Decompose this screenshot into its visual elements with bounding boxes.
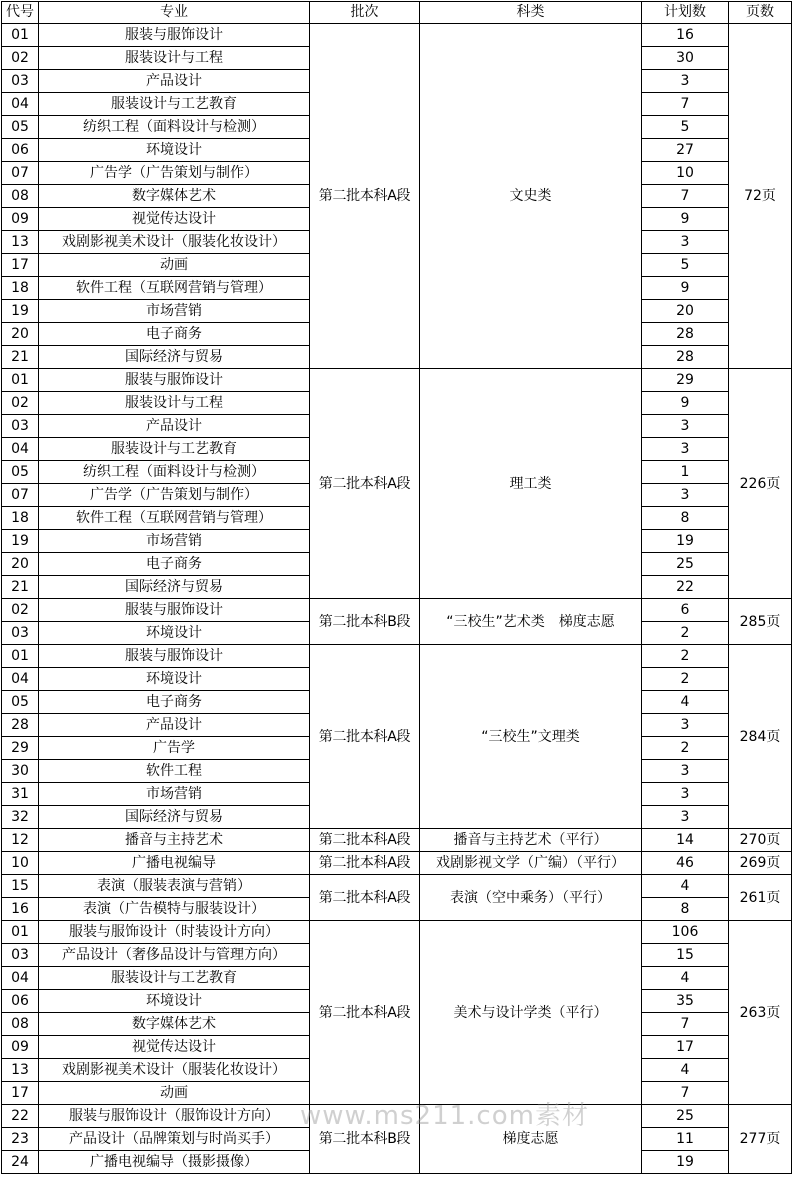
header-plan-count: 计划数 — [642, 2, 729, 24]
plan-count: 3 — [642, 70, 729, 93]
batch-cell: 第二批本科A段 — [310, 369, 420, 599]
table-row — [2, 24, 792, 47]
major-code: 02 — [2, 47, 39, 70]
major-name: 服装与服饰设计（时装设计方向） — [39, 921, 310, 944]
table-row — [2, 829, 792, 852]
batch-cell: 第二批本科A段 — [310, 829, 420, 852]
major-name: 表演（服装表演与营销） — [39, 875, 310, 898]
major-name: 产品设计（品牌策划与时尚买手） — [39, 1128, 310, 1151]
plan-count: 1 — [642, 461, 729, 484]
plan-count: 4 — [642, 1059, 729, 1082]
plan-count: 2 — [642, 737, 729, 760]
plan-count: 35 — [642, 990, 729, 1013]
plan-count: 3 — [642, 806, 729, 829]
major-name: 动画 — [39, 1082, 310, 1105]
table-row — [2, 921, 792, 944]
page-cell: 263页 — [729, 921, 792, 1105]
major-name: 电子商务 — [39, 323, 310, 346]
table-row — [2, 369, 792, 392]
plan-count: 5 — [642, 116, 729, 139]
major-code: 07 — [2, 162, 39, 185]
major-name: 产品设计（奢侈品设计与管理方向） — [39, 944, 310, 967]
major-name: 广播电视编导（摄影摄像） — [39, 1151, 310, 1174]
major-name: 环境设计 — [39, 139, 310, 162]
plan-count: 10 — [642, 162, 729, 185]
header-batch: 批次 — [310, 2, 420, 24]
category-cell: “三校生”文理类 — [420, 645, 642, 829]
category-cell: 戏剧影视文学（广编）（平行） — [420, 852, 642, 875]
plan-count: 4 — [642, 691, 729, 714]
enrollment-plan-table — [1, 1, 792, 1174]
page-cell: 261页 — [729, 875, 792, 921]
major-name: 环境设计 — [39, 668, 310, 691]
major-code: 28 — [2, 714, 39, 737]
major-name: 广播电视编导 — [39, 852, 310, 875]
major-code: 17 — [2, 1082, 39, 1105]
table-row — [2, 852, 792, 875]
plan-count: 3 — [642, 484, 729, 507]
major-code: 17 — [2, 254, 39, 277]
plan-count: 2 — [642, 668, 729, 691]
plan-count: 19 — [642, 530, 729, 553]
major-code: 03 — [2, 622, 39, 645]
major-name: 服装与服饰设计 — [39, 369, 310, 392]
major-name: 产品设计 — [39, 415, 310, 438]
major-code: 23 — [2, 1128, 39, 1151]
table-row — [2, 599, 792, 622]
major-name: 广告学（广告策划与制作） — [39, 162, 310, 185]
batch-cell: 第二批本科B段 — [310, 599, 420, 645]
major-name: 软件工程（互联网营销与管理） — [39, 277, 310, 300]
plan-count: 16 — [642, 24, 729, 47]
plan-count: 4 — [642, 967, 729, 990]
major-code: 04 — [2, 438, 39, 461]
header-page: 页数 — [729, 2, 792, 24]
plan-count: 22 — [642, 576, 729, 599]
plan-count: 30 — [642, 47, 729, 70]
major-code: 06 — [2, 139, 39, 162]
plan-count: 2 — [642, 622, 729, 645]
major-name: 产品设计 — [39, 70, 310, 93]
plan-count: 7 — [642, 93, 729, 116]
major-code: 03 — [2, 944, 39, 967]
major-name: 服装设计与工艺教育 — [39, 967, 310, 990]
major-code: 06 — [2, 990, 39, 1013]
major-name: 产品设计 — [39, 714, 310, 737]
major-code: 21 — [2, 576, 39, 599]
plan-count: 3 — [642, 438, 729, 461]
major-name: 戏剧影视美术设计（服装化妆设计） — [39, 231, 310, 254]
major-code: 29 — [2, 737, 39, 760]
major-name: 服装与服饰设计 — [39, 599, 310, 622]
major-code: 12 — [2, 829, 39, 852]
page-cell: 277页 — [729, 1105, 792, 1174]
major-code: 10 — [2, 852, 39, 875]
major-code: 01 — [2, 369, 39, 392]
page-cell: 226页 — [729, 369, 792, 599]
table-row — [2, 875, 792, 898]
major-name: 市场营销 — [39, 530, 310, 553]
plan-count: 8 — [642, 898, 729, 921]
major-name: 环境设计 — [39, 990, 310, 1013]
major-name: 视觉传达设计 — [39, 1036, 310, 1059]
header-row — [2, 2, 792, 24]
major-name: 电子商务 — [39, 691, 310, 714]
category-cell: 理工类 — [420, 369, 642, 599]
major-code: 03 — [2, 70, 39, 93]
major-name: 服装与服饰设计（服饰设计方向） — [39, 1105, 310, 1128]
plan-count: 11 — [642, 1128, 729, 1151]
major-name: 软件工程（互联网营销与管理） — [39, 507, 310, 530]
major-code: 19 — [2, 300, 39, 323]
plan-count: 25 — [642, 553, 729, 576]
major-name: 数字媒体艺术 — [39, 185, 310, 208]
major-code: 18 — [2, 277, 39, 300]
header-major: 专业 — [39, 2, 310, 24]
plan-count: 28 — [642, 323, 729, 346]
plan-count: 27 — [642, 139, 729, 162]
major-code: 02 — [2, 392, 39, 415]
major-code: 08 — [2, 1013, 39, 1036]
major-code: 09 — [2, 1036, 39, 1059]
plan-count: 46 — [642, 852, 729, 875]
plan-count: 106 — [642, 921, 729, 944]
page-cell: 284页 — [729, 645, 792, 829]
table-row — [2, 1105, 792, 1128]
page-cell: 270页 — [729, 829, 792, 852]
major-name: 戏剧影视美术设计（服装化妆设计） — [39, 1059, 310, 1082]
plan-count: 3 — [642, 231, 729, 254]
major-code: 16 — [2, 898, 39, 921]
major-code: 24 — [2, 1151, 39, 1174]
plan-count: 5 — [642, 254, 729, 277]
major-name: 服装与服饰设计 — [39, 645, 310, 668]
plan-count: 17 — [642, 1036, 729, 1059]
major-name: 服装设计与工程 — [39, 392, 310, 415]
major-code: 13 — [2, 231, 39, 254]
plan-count: 6 — [642, 599, 729, 622]
major-name: 服装设计与工艺教育 — [39, 438, 310, 461]
major-code: 30 — [2, 760, 39, 783]
major-code: 20 — [2, 323, 39, 346]
major-name: 动画 — [39, 254, 310, 277]
major-name: 表演（广告模特与服装设计） — [39, 898, 310, 921]
major-code: 09 — [2, 208, 39, 231]
plan-count: 25 — [642, 1105, 729, 1128]
plan-count: 3 — [642, 415, 729, 438]
major-name: 市场营销 — [39, 783, 310, 806]
batch-cell: 第二批本科A段 — [310, 875, 420, 921]
category-cell: 文史类 — [420, 24, 642, 369]
plan-count: 19 — [642, 1151, 729, 1174]
major-code: 04 — [2, 967, 39, 990]
plan-count: 14 — [642, 829, 729, 852]
major-name: 国际经济与贸易 — [39, 806, 310, 829]
major-code: 05 — [2, 461, 39, 484]
major-name: 广告学 — [39, 737, 310, 760]
major-code: 04 — [2, 668, 39, 691]
plan-count: 29 — [642, 369, 729, 392]
major-code: 01 — [2, 24, 39, 47]
major-code: 15 — [2, 875, 39, 898]
batch-cell: 第二批本科A段 — [310, 921, 420, 1105]
page-cell: 72页 — [729, 24, 792, 369]
major-code: 13 — [2, 1059, 39, 1082]
major-code: 18 — [2, 507, 39, 530]
major-code: 04 — [2, 93, 39, 116]
category-cell: 表演（空中乘务）（平行） — [420, 875, 642, 921]
plan-count: 9 — [642, 392, 729, 415]
major-code: 19 — [2, 530, 39, 553]
major-code: 22 — [2, 1105, 39, 1128]
major-name: 国际经济与贸易 — [39, 346, 310, 369]
major-code: 05 — [2, 691, 39, 714]
major-code: 07 — [2, 484, 39, 507]
major-name: 软件工程 — [39, 760, 310, 783]
plan-count: 9 — [642, 277, 729, 300]
header-code: 代号 — [2, 2, 39, 24]
batch-cell: 第二批本科A段 — [310, 852, 420, 875]
table-body — [2, 24, 792, 1174]
major-name: 播音与主持艺术 — [39, 829, 310, 852]
major-name: 国际经济与贸易 — [39, 576, 310, 599]
plan-count: 28 — [642, 346, 729, 369]
major-name: 纺织工程（面料设计与检测） — [39, 461, 310, 484]
major-code: 01 — [2, 921, 39, 944]
batch-cell: 第二批本科A段 — [310, 24, 420, 369]
major-code: 21 — [2, 346, 39, 369]
category-cell: 美术与设计学类（平行） — [420, 921, 642, 1105]
major-code: 01 — [2, 645, 39, 668]
major-name: 广告学（广告策划与制作） — [39, 484, 310, 507]
page-cell: 269页 — [729, 852, 792, 875]
category-cell: “三校生”艺术类 梯度志愿 — [420, 599, 642, 645]
major-code: 03 — [2, 415, 39, 438]
plan-count: 7 — [642, 1082, 729, 1105]
major-name: 纺织工程（面料设计与检测） — [39, 116, 310, 139]
plan-count: 3 — [642, 760, 729, 783]
plan-count: 3 — [642, 783, 729, 806]
major-name: 视觉传达设计 — [39, 208, 310, 231]
page-cell: 285页 — [729, 599, 792, 645]
plan-count: 7 — [642, 1013, 729, 1036]
header-category: 科类 — [420, 2, 642, 24]
plan-count: 7 — [642, 185, 729, 208]
major-name: 市场营销 — [39, 300, 310, 323]
major-code: 02 — [2, 599, 39, 622]
plan-count: 20 — [642, 300, 729, 323]
major-name: 电子商务 — [39, 553, 310, 576]
major-name: 数字媒体艺术 — [39, 1013, 310, 1036]
plan-count: 9 — [642, 208, 729, 231]
major-name: 服装与服饰设计 — [39, 24, 310, 47]
major-name: 服装设计与工艺教育 — [39, 93, 310, 116]
batch-cell: 第二批本科A段 — [310, 645, 420, 829]
major-code: 08 — [2, 185, 39, 208]
plan-count: 8 — [642, 507, 729, 530]
plan-count: 15 — [642, 944, 729, 967]
plan-count: 3 — [642, 714, 729, 737]
major-name: 环境设计 — [39, 622, 310, 645]
plan-count: 2 — [642, 645, 729, 668]
major-code: 32 — [2, 806, 39, 829]
watermark: www.ms211.com素材 — [300, 1101, 589, 1131]
table-row — [2, 645, 792, 668]
category-cell: 梯度志愿 — [420, 1105, 642, 1174]
major-name: 服装设计与工程 — [39, 47, 310, 70]
plan-count: 4 — [642, 875, 729, 898]
major-code: 31 — [2, 783, 39, 806]
major-code: 20 — [2, 553, 39, 576]
category-cell: 播音与主持艺术（平行） — [420, 829, 642, 852]
batch-cell: 第二批本科B段 — [310, 1105, 420, 1174]
major-code: 05 — [2, 116, 39, 139]
